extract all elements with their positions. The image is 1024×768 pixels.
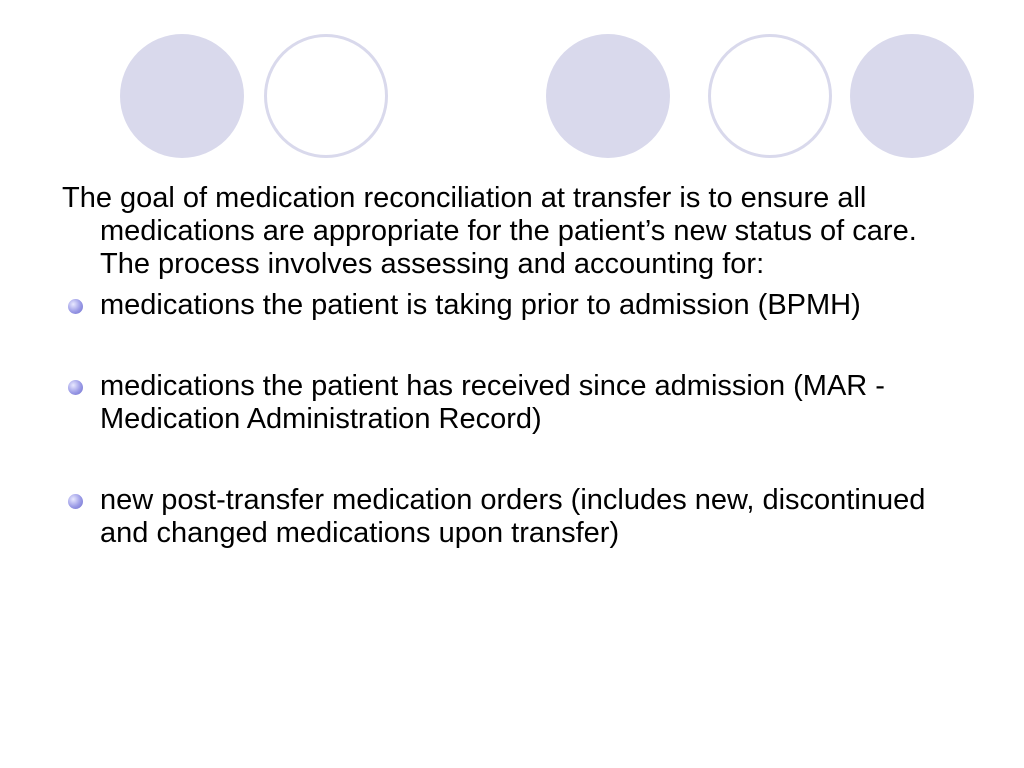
bullet-text: new post-transfer medication orders (includes new, discontinued and changed medications upon transfer): [100, 484, 926, 549]
slide-body: [62, 182, 962, 598]
intro-paragraph: The goal of medication reconciliation at transfer is to ensure all medications are appropriate for the patient’s new status of care. The process involves assessing and accounting for:: [62, 182, 917, 280]
decorative-circles: [0, 0, 1024, 170]
bullet-text: medications the patient is taking prior to admission (BPMH): [100, 289, 861, 321]
filled-circle-decoration: [546, 34, 670, 158]
list-item: [62, 484, 962, 550]
outline-circle-decoration: [708, 34, 832, 158]
bullet-dot-icon: [68, 494, 83, 509]
filled-circle-decoration: [120, 34, 244, 158]
bullet-dot-icon: [68, 299, 83, 314]
bullet-text: medications the patient has received since admission (MAR - Medication Administration Record): [100, 370, 885, 435]
outline-circle-decoration: [264, 34, 388, 158]
bullet-list: [62, 289, 962, 550]
filled-circle-decoration: [850, 34, 974, 158]
bullet-dot-icon: [68, 380, 83, 395]
list-item: [62, 289, 962, 322]
list-item: [62, 370, 962, 436]
